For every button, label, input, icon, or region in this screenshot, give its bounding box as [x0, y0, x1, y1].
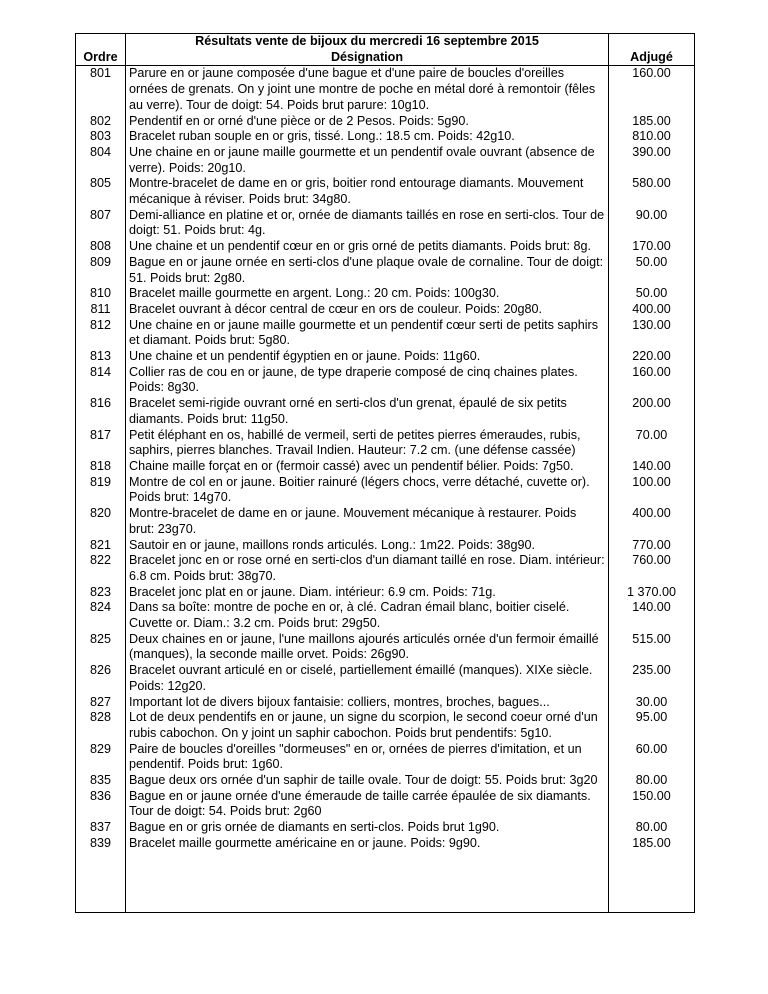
hammer-price-cell	[609, 742, 695, 773]
table-row	[76, 585, 695, 601]
hammer-price-cell-text: 60.00	[635, 741, 668, 756]
lot-number-cell	[76, 475, 126, 506]
lot-description-cell	[126, 318, 609, 349]
lot-number-cell-text: 803	[89, 129, 111, 144]
table-row	[76, 663, 695, 694]
lot-number-cell-text: 818	[89, 458, 111, 473]
lot-description-cell-text: Bracelet maille gourmette en argent. Long.: 20 cm. Poids: 100g30.	[129, 286, 500, 301]
lot-description-cell-text: Bague en or gris ornée de diamants en serti-clos. Poids brut 1g90.	[129, 820, 500, 835]
lot-number-cell-text: 814	[89, 364, 111, 379]
lot-number-cell-text: 820	[89, 506, 111, 521]
lot-description-cell	[126, 129, 609, 145]
hammer-price-cell-text: 200.00	[632, 396, 671, 411]
lot-number-cell	[76, 789, 126, 820]
lot-number-cell	[76, 349, 126, 365]
lot-description-cell	[126, 506, 609, 537]
lot-description-cell-text: Pendentif en or orné d'une pièce or de 2 Pesos. Poids: 5g90.	[129, 113, 469, 128]
lot-description-cell	[126, 302, 609, 318]
hammer-price-cell	[609, 286, 695, 302]
lot-number-cell	[76, 663, 126, 694]
lot-number-cell	[76, 459, 126, 475]
table-row	[76, 553, 695, 584]
lot-description-cell	[126, 600, 609, 631]
table-row	[76, 286, 695, 302]
column-header-designation-label: Désignation	[330, 49, 404, 64]
hammer-price-cell	[609, 820, 695, 836]
lot-number-cell	[76, 365, 126, 396]
hammer-price-cell-text: 235.00	[632, 663, 671, 678]
lot-number-cell	[76, 428, 126, 459]
hammer-price-cell	[609, 836, 695, 852]
empty-cell	[126, 852, 609, 913]
lot-number-cell	[76, 820, 126, 836]
lot-description-cell-text: Paire de boucles d'oreilles "dormeuses" en or, ornées de pierres d'imitation, et un pendentif. Poids brut: 1g60.	[129, 741, 582, 772]
lot-description-cell-text: Collier ras de cou en or jaune, de type draperie composé de cinq chaines plates. Poids: 8g30.	[129, 364, 578, 395]
column-header-ordre-label: Ordre	[83, 49, 118, 64]
lot-description-cell-text: Montre de col en or jaune. Boitier rainuré (légers chocs, verre détaché, cuvette or). Poids brut: 14g70.	[129, 474, 590, 505]
table-row	[76, 129, 695, 145]
empty-cell	[76, 852, 126, 913]
lot-number-cell-text: 811	[90, 301, 111, 316]
lot-number-cell	[76, 114, 126, 130]
hammer-price-cell-text: 50.00	[635, 286, 668, 301]
lot-description-cell-text: Montre-bracelet de dame en or gris, boitier rond entourage diamants. Mouvement mécanique à réviser. Poids brut: 34g80.	[129, 176, 584, 207]
lot-number-cell-text: 822	[89, 553, 111, 568]
lot-number-cell-text: 809	[89, 254, 111, 269]
lot-number-cell	[76, 176, 126, 207]
lot-description-cell-text: Dans sa boîte: montre de poche en or, à clé. Cadran émail blanc, boitier ciselé. Cuvette or. Diam.: 3.2 cm. Poids brut: 29g50.	[129, 600, 570, 631]
hammer-price-cell-text: 400.00	[632, 506, 671, 521]
lot-description-cell	[126, 396, 609, 427]
hammer-price-cell	[609, 538, 695, 554]
lot-description-cell	[126, 663, 609, 694]
hammer-price-cell	[609, 773, 695, 789]
lot-description-cell	[126, 695, 609, 711]
hammer-price-cell	[609, 129, 695, 145]
table-row	[76, 428, 695, 459]
hammer-price-cell	[609, 632, 695, 663]
lot-number-cell	[76, 396, 126, 427]
hammer-price-cell-text: 90.00	[635, 207, 668, 222]
hammer-price-cell	[609, 255, 695, 286]
lot-number-cell-text: 825	[89, 631, 111, 646]
lot-number-cell	[76, 286, 126, 302]
lot-number-cell-text: 826	[89, 663, 111, 678]
lot-number-cell-text: 835	[89, 773, 111, 788]
lot-description-cell	[126, 773, 609, 789]
table-row	[76, 302, 695, 318]
hammer-price-cell	[609, 506, 695, 537]
lot-description-cell	[126, 145, 609, 176]
lot-description-cell-text: Une chaine en or jaune maille gourmette et un pendentif ovale ouvrant (absence de verre). Poids: 20g10.	[129, 144, 595, 175]
lot-number-cell-text: 804	[89, 144, 111, 159]
table-filler-row	[76, 852, 695, 913]
lot-description-cell-text: Bracelet ouvrant articulé en or ciselé, partiellement émaillé (manques). XIXe siècle. Poids: 12g20.	[129, 663, 593, 693]
lot-description-cell-text: Bracelet ouvrant à décor central de cœur en ors de couleur. Poids: 20g80.	[129, 301, 543, 316]
table-row	[76, 396, 695, 427]
lot-number-cell-text: 821	[89, 537, 111, 552]
hammer-price-cell	[609, 396, 695, 427]
lot-number-cell-text: 807	[89, 207, 111, 222]
lot-number-cell-text: 801	[89, 66, 111, 81]
lot-description-cell-text: Chaine maille forçat en or (fermoir cassé) avec un pendentif bélier. Poids: 7g50.	[129, 458, 574, 473]
hammer-price-cell	[609, 318, 695, 349]
lot-description-cell-text: Deux chaines en or jaune, l'une maillons ajourés articulés ornée d'un fermoir émaillé (manques), la seconde maille orvet. Poids: 26g90.	[129, 631, 599, 662]
hammer-price-cell-text: 140.00	[632, 458, 671, 473]
lot-description-cell	[126, 239, 609, 255]
lot-description-cell	[126, 789, 609, 820]
hammer-price-cell-text: 160.00	[632, 66, 671, 81]
hammer-price-cell	[609, 600, 695, 631]
lot-number-cell-text: 836	[89, 788, 111, 803]
hammer-price-cell	[609, 365, 695, 396]
lot-description-cell-text: Bracelet jonc plat en or jaune. Diam. intérieur: 6.9 cm. Poids: 71g.	[129, 584, 496, 599]
lot-number-cell	[76, 538, 126, 554]
empty-cell	[609, 852, 695, 913]
lot-description-cell-text: Important lot de divers bijoux fantaisie: colliers, montres, broches, bagues...	[129, 694, 550, 709]
lot-number-cell	[76, 710, 126, 741]
table-row	[76, 600, 695, 631]
lot-description-cell-text: Sautoir en or jaune, maillons ronds articulés. Long.: 1m22. Poids: 38g90.	[129, 537, 536, 552]
lot-description-cell-text: Bague en or jaune ornée d'une émeraude de taille carrée épaulée de six diamants. Tour de doigt: 54. Poids brut: 2g60	[129, 788, 591, 819]
table-row	[76, 318, 695, 349]
lot-description-cell	[126, 585, 609, 601]
hammer-price-cell	[609, 475, 695, 506]
hammer-price-cell	[609, 710, 695, 741]
table-row	[76, 538, 695, 554]
table-row	[76, 239, 695, 255]
table-row	[76, 710, 695, 741]
lot-description-cell	[126, 459, 609, 475]
lot-description-cell-text: Parure en or jaune composée d'une bague et d'une paire de boucles d'oreilles ornées de grenats. On y joint une montre de poche en métal doré à remontoir (fêles au verre). Tour de doigt: 54. Poids brut parure: 10g10.	[129, 66, 596, 112]
lot-description-cell-text: Demi-alliance en platine et or, ornée de diamants taillés en rose en serti-clos. Tour de doigt: 51. Poids brut: 4g.	[129, 207, 605, 238]
lot-number-cell-text: 808	[89, 239, 111, 254]
hammer-price-cell-text: 580.00	[632, 176, 671, 191]
lot-description-cell	[126, 286, 609, 302]
lot-description-cell-text: Petit éléphant en os, habillé de vermeil, serti de petites pierres émeraudes, rubis, saphirs, pierres blanches. Travail Indien. Hauteur: 7.2 cm. (une défense cassée)	[129, 427, 581, 458]
hammer-price-cell-text: 400.00	[632, 301, 671, 316]
lot-number-cell	[76, 695, 126, 711]
hammer-price-cell-text: 170.00	[632, 239, 671, 254]
lot-number-cell-text: 823	[89, 584, 111, 599]
hammer-price-cell-text: 80.00	[635, 773, 668, 788]
hammer-price-cell-text: 100.00	[632, 474, 671, 489]
table-row	[76, 114, 695, 130]
table-row	[76, 836, 695, 852]
hammer-price-cell	[609, 176, 695, 207]
hammer-price-cell-text: 30.00	[635, 694, 668, 709]
hammer-price-cell	[609, 114, 695, 130]
lot-description-cell	[126, 475, 609, 506]
hammer-price-cell-text: 390.00	[632, 144, 671, 159]
lot-number-cell	[76, 66, 126, 114]
table-row	[76, 695, 695, 711]
column-header-adjuge-label: Adjugé	[630, 49, 673, 64]
lot-description-cell	[126, 553, 609, 584]
table-header-row	[76, 34, 695, 66]
lot-description-cell	[126, 538, 609, 554]
hammer-price-cell	[609, 695, 695, 711]
lot-description-cell-text: Bracelet jonc en or rose orné en serti-clos d'un diamant taillé en rose. Diam. intérieur: 6.8 cm. Poids brut: 38g70.	[129, 553, 605, 583]
lot-description-cell-text: Montre-bracelet de dame en or jaune. Mouvement mécanique à restaurer. Poids brut: 23g70.	[129, 506, 577, 536]
table-row	[76, 820, 695, 836]
hammer-price-cell-text: 140.00	[632, 600, 671, 615]
lot-number-cell	[76, 585, 126, 601]
lot-number-cell	[76, 255, 126, 286]
table-row	[76, 365, 695, 396]
lot-description-cell-text: Bracelet semi-rigide ouvrant orné en serti-clos d'un grenat, épaulé de six petits diamants. Poids brut: 11g50.	[129, 396, 567, 426]
hammer-price-cell-text: 80.00	[635, 820, 668, 835]
lot-number-cell	[76, 553, 126, 584]
lot-number-cell-text: 812	[89, 317, 111, 332]
lot-description-cell-text: Une chaine et un pendentif cœur en or gris orné de petits diamants. Poids brut: 8g.	[129, 239, 592, 254]
lot-description-cell	[126, 632, 609, 663]
page-title: Résultats vente de bijoux du mercredi 16 septembre 2015	[195, 34, 539, 48]
hammer-price-cell	[609, 145, 695, 176]
lot-number-cell-text: 827	[89, 694, 111, 709]
hammer-price-cell-text: 760.00	[632, 553, 671, 568]
table-row	[76, 632, 695, 663]
lot-number-cell-text: 813	[89, 349, 111, 364]
lot-number-cell-text: 829	[89, 741, 111, 756]
hammer-price-cell	[609, 302, 695, 318]
lot-description-cell	[126, 114, 609, 130]
lot-description-cell	[126, 255, 609, 286]
hammer-price-cell-text: 220.00	[632, 349, 671, 364]
hammer-price-cell-text: 770.00	[632, 537, 671, 552]
table-row	[76, 208, 695, 239]
lot-description-cell	[126, 428, 609, 459]
hammer-price-cell	[609, 789, 695, 820]
hammer-price-cell-text: 1 370.00	[626, 584, 677, 599]
lot-description-cell	[126, 365, 609, 396]
table-row	[76, 145, 695, 176]
table-row	[76, 506, 695, 537]
hammer-price-cell	[609, 66, 695, 114]
lot-number-cell	[76, 145, 126, 176]
lot-description-cell	[126, 208, 609, 239]
hammer-price-cell-text: 150.00	[632, 788, 671, 803]
hammer-price-cell	[609, 585, 695, 601]
hammer-price-cell-text: 50.00	[635, 254, 668, 269]
lot-description-cell	[126, 820, 609, 836]
lot-description-cell	[126, 176, 609, 207]
hammer-price-cell-text: 810.00	[632, 129, 671, 144]
hammer-price-cell-text: 185.00	[632, 835, 671, 850]
lot-number-cell	[76, 302, 126, 318]
column-header-adjuge	[609, 34, 695, 66]
lot-number-cell	[76, 129, 126, 145]
lot-description-cell	[126, 66, 609, 114]
lot-number-cell	[76, 318, 126, 349]
table-row	[76, 349, 695, 365]
lot-description-cell-text: Bague en or jaune ornée en serti-clos d'une plaque ovale de cornaline. Tour de doigt: 51. Poids brut: 2g80.	[129, 254, 604, 285]
hammer-price-cell	[609, 428, 695, 459]
lot-description-cell-text: Bracelet maille gourmette américaine en or jaune. Poids: 9g90.	[129, 835, 481, 850]
hammer-price-cell	[609, 208, 695, 239]
lot-description-cell-text: Une chaine et un pendentif égyptien en or jaune. Poids: 11g60.	[129, 349, 481, 364]
hammer-price-cell	[609, 459, 695, 475]
lot-description-cell	[126, 836, 609, 852]
column-header-ordre	[76, 34, 126, 66]
table-row	[76, 255, 695, 286]
hammer-price-cell	[609, 349, 695, 365]
lot-number-cell-text: 839	[89, 835, 111, 850]
hammer-price-cell-text: 185.00	[632, 113, 671, 128]
lot-number-cell	[76, 208, 126, 239]
lot-number-cell-text: 805	[89, 176, 111, 191]
lot-number-cell-text: 810	[89, 286, 111, 301]
hammer-price-cell-text: 515.00	[632, 631, 671, 646]
table-row	[76, 773, 695, 789]
lot-description-cell-text: Lot de deux pendentifs en or jaune, un signe du scorpion, le second coeur orné d'un rubis cabochon. On y joint un saphir cabochon. Poids brut pendentifs: 5g10.	[129, 710, 598, 740]
lot-number-cell-text: 828	[89, 710, 111, 725]
lot-number-cell	[76, 742, 126, 773]
lot-description-cell-text: Bracelet ruban souple en or gris, tissé. Long.: 18.5 cm. Poids: 42g10.	[129, 129, 515, 144]
lot-number-cell-text: 819	[89, 474, 111, 489]
table-row	[76, 459, 695, 475]
lot-description-cell-text: Bague deux ors ornée d'un saphir de taille ovale. Tour de doigt: 55. Poids brut: 3g20	[129, 773, 598, 788]
hammer-price-cell	[609, 553, 695, 584]
hammer-price-cell-text: 160.00	[632, 364, 671, 379]
hammer-price-cell-text: 95.00	[635, 710, 668, 725]
hammer-price-cell-text: 70.00	[635, 427, 668, 442]
lot-number-cell-text: 817	[89, 427, 111, 442]
lot-description-cell	[126, 710, 609, 741]
column-header-designation	[126, 34, 609, 66]
lot-number-cell	[76, 632, 126, 663]
hammer-price-cell	[609, 663, 695, 694]
table-row	[76, 742, 695, 773]
table-row	[76, 176, 695, 207]
lot-number-cell	[76, 773, 126, 789]
lot-description-cell	[126, 349, 609, 365]
lot-number-cell-text: 824	[89, 600, 111, 615]
table-body	[76, 66, 695, 912]
lot-number-cell	[76, 600, 126, 631]
auction-results-table	[75, 33, 695, 913]
lot-number-cell-text: 816	[89, 396, 111, 411]
lot-description-cell-text: Une chaine en or jaune maille gourmette et un pendentif cœur serti de petits saphirs et diamant. Poids brut: 5g80.	[129, 317, 599, 348]
lot-number-cell-text: 837	[89, 820, 111, 835]
lot-description-cell	[126, 742, 609, 773]
hammer-price-cell-text: 130.00	[632, 317, 671, 332]
lot-number-cell	[76, 506, 126, 537]
hammer-price-cell	[609, 239, 695, 255]
lot-number-cell-text: 802	[89, 113, 111, 128]
table-row	[76, 789, 695, 820]
table-row	[76, 66, 695, 114]
lot-number-cell	[76, 836, 126, 852]
table-row	[76, 475, 695, 506]
lot-number-cell	[76, 239, 126, 255]
